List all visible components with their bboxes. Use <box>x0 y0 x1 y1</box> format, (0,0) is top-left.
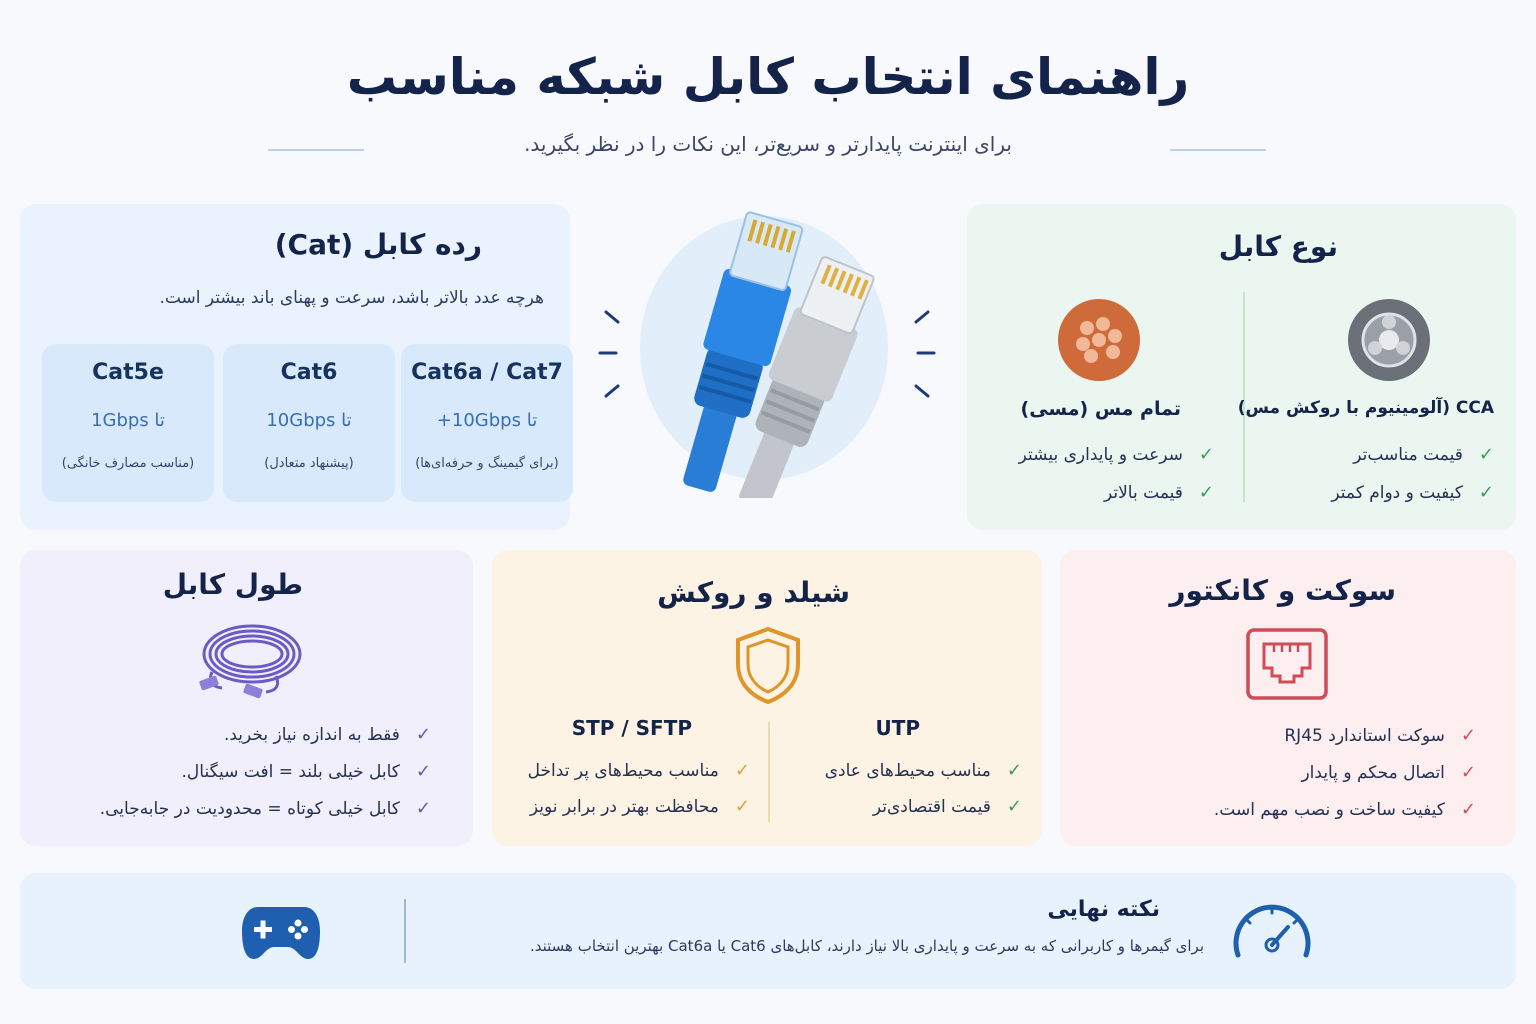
copper-point-2 <box>1104 482 1214 503</box>
check-icon: ✓ <box>1478 482 1494 503</box>
length-point-1 <box>224 724 431 745</box>
stp-point-1 <box>528 760 750 781</box>
cat-item-speed: تا 1Gbps <box>91 410 165 431</box>
socket-point-2 <box>1301 762 1476 783</box>
page-subtitle: برای اینترنت پایدارتر و سریع‌تر، این نکات را در نظر بگیرید. <box>524 132 1012 156</box>
point-text: قیمت اقتصادی‌تر <box>872 796 991 817</box>
socket-point-3 <box>1214 799 1476 820</box>
tip-title: نکته نهایی <box>1047 897 1160 922</box>
stp-point-2 <box>530 796 750 817</box>
point-text: قیمت بالاتر <box>1104 482 1183 503</box>
type-section-title: نوع کابل <box>1218 230 1338 263</box>
check-icon: ✓ <box>734 796 750 817</box>
cca-point-1 <box>1353 444 1494 465</box>
copper-wire-icon <box>1057 298 1141 382</box>
cable-length-card <box>20 550 473 846</box>
cca-option-name: CCA (آلومینیوم با روکش مس) <box>1237 398 1494 418</box>
cat-item-name: Cat6a / Cat7 <box>411 360 563 385</box>
length-section-title: طول کابل <box>162 568 303 601</box>
cat-item-name: Cat6 <box>280 360 338 385</box>
cat-item-cat6 <box>223 344 395 502</box>
type-divider <box>1243 292 1245 502</box>
final-tip-card <box>20 873 1516 989</box>
cat-category-card <box>20 204 570 530</box>
check-icon: ✓ <box>1460 762 1476 783</box>
cca-point-2 <box>1331 482 1494 503</box>
shield-divider <box>768 722 770 822</box>
shield-icon <box>734 626 802 704</box>
length-point-2 <box>182 761 431 782</box>
check-icon: ✓ <box>1006 796 1022 817</box>
subtitle-divider-left <box>268 149 364 151</box>
point-text: کیفیت ساخت و نصب مهم است. <box>1213 799 1445 820</box>
subtitle-divider-right <box>1170 149 1266 151</box>
copper-option-name: تمام مس (مسی) <box>1020 398 1181 420</box>
point-text: کابل خیلی بلند = افت سیگنال. <box>181 761 400 782</box>
check-icon: ✓ <box>415 761 431 782</box>
cat-item-note: (پیشنهاد متعادل) <box>264 456 354 471</box>
stp-option-name: STP / SFTP <box>571 716 692 740</box>
point-text: اتصال محکم و پایدار <box>1301 762 1445 783</box>
cca-wire-icon <box>1347 298 1431 382</box>
gamepad-icon <box>240 903 322 961</box>
point-text: فقط به اندازه نیاز بخرید. <box>223 724 400 745</box>
page-title: راهنمای انتخاب کابل شبکه مناسب <box>346 48 1190 106</box>
cable-coil-icon <box>192 616 304 702</box>
point-text: سرعت و پایداری بیشتر <box>1018 444 1183 465</box>
socket-point-1 <box>1284 725 1476 746</box>
cat-item-speed: تا 10Gbps+ <box>436 410 538 431</box>
cat-item-cat6a-cat7 <box>401 344 573 502</box>
check-icon: ✓ <box>415 798 431 819</box>
tip-text: برای گیمرها و کاربرانی که به سرعت و پایداری بالا نیاز دارند، کابل‌های Cat6 یا Cat6a بهترین انتخاب هستند. <box>529 937 1204 955</box>
check-icon: ✓ <box>1460 725 1476 746</box>
check-icon: ✓ <box>734 760 750 781</box>
check-icon: ✓ <box>1478 444 1494 465</box>
cat-section-title: رده کابل (Cat) <box>274 228 482 261</box>
point-text: کابل خیلی کوتاه = محدودیت در جابه‌جایی. <box>99 798 400 819</box>
socket-connector-card <box>1060 550 1516 846</box>
ethernet-cables-illustration <box>592 208 942 498</box>
check-icon: ✓ <box>1006 760 1022 781</box>
point-text: محافظت بهتر در برابر نویز <box>529 796 719 817</box>
utp-point-2 <box>873 796 1022 817</box>
utp-point-1 <box>825 760 1022 781</box>
speedometer-icon <box>1230 897 1314 961</box>
shield-section-title: شیلد و روکش <box>657 576 850 609</box>
copper-point-1 <box>1019 444 1214 465</box>
check-icon: ✓ <box>1460 799 1476 820</box>
cat-item-name: Cat5e <box>92 360 164 385</box>
cat-section-description: هرچه عدد بالاتر باشد، سرعت و پهنای باند بیشتر است. <box>159 288 544 308</box>
point-text: قیمت مناسب‌تر <box>1353 444 1463 465</box>
socket-section-title: سوکت و کانکتور <box>1169 574 1396 607</box>
utp-option-name: UTP <box>875 716 920 740</box>
length-point-3 <box>100 798 431 819</box>
check-icon: ✓ <box>415 724 431 745</box>
cat-item-speed: تا 10Gbps <box>266 410 352 431</box>
check-icon: ✓ <box>1198 482 1214 503</box>
ethernet-socket-icon <box>1246 628 1328 700</box>
cat-item-cat5e <box>42 344 214 502</box>
cable-type-card <box>967 204 1516 530</box>
shield-card <box>492 550 1042 846</box>
point-text: مناسب محیط‌های عادی <box>824 760 991 781</box>
point-text: کیفیت و دوام کمتر <box>1331 482 1463 503</box>
check-icon: ✓ <box>1198 444 1214 465</box>
cat-item-note: (مناسب مصارف خانگی) <box>61 456 195 471</box>
tip-divider <box>404 899 406 963</box>
point-text: سوکت استاندارد RJ45 <box>1284 725 1445 746</box>
cat-item-note: (برای گیمینگ و حرفه‌ای‌ها) <box>415 456 559 471</box>
point-text: مناسب محیط‌های پر تداخل <box>527 760 719 781</box>
